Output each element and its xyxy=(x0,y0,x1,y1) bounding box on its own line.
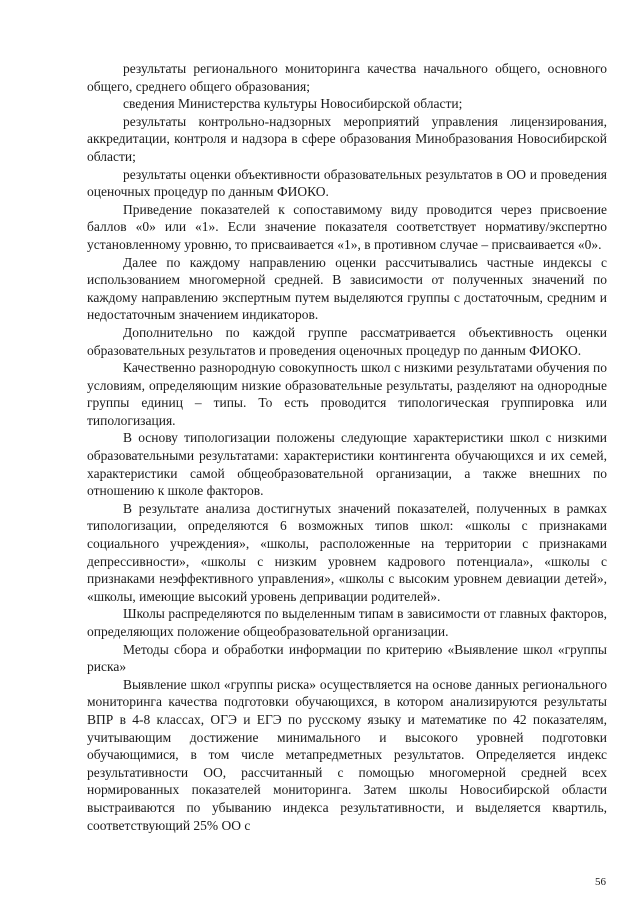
paragraph: сведения Министерства культуры Новосибирской области; xyxy=(123,96,463,112)
paragraph: результаты регионального мониторинга качества начального общего, основного общего, среднего общего образования; xyxy=(87,61,607,94)
paragraph: В результате анализа достигнутых значений показателей, полученных в рамках типологизации, определяются 6 возможных типов школ: «школы с признаками социального учреждения», «школы, расположенные на территории с признаками депрессивности», «школы с низким уровнем кадрового потенциала», «школы с признаками неэффективного управления», «школы с высоким уровнем девиации детей», «школы, имеющие высокий уровень депривации родителей». xyxy=(87,500,607,604)
paragraph: Выявление школ «группы риска» осуществляется на основе данных регионального мониторинга качества подготовки обучающихся, в котором анализируются результаты ВПР в 4-8 классах, ОГЭ и ЕГЭ по русскому языку и математике по 42 показателям, учитывающим достижение минимального и высокого уровней подготовки обучающимися, в том числе метапредметных результатов. Определяется индекс результативности ОО, рассчитанный с помощью многомерной средней всех нормированных показателей мониторинга. Затем школы Новосибирской области выстраиваются по убыванию индекса результативности, и выделяется квартиль, соответствующий 25% ОО с xyxy=(87,676,607,833)
section-heading: Методы сбора и обработки информации по критерию «Выявление школ «группы риска» xyxy=(87,641,607,675)
page-number: 56 xyxy=(595,876,606,888)
paragraph: Качественно разнородную совокупность школ с низкими результатами обучения по условиям, определяющим низкие образовательные результаты, разделяют на однородные группы единиц – типы. То есть проводится типологическая группировка или типологизация. xyxy=(87,360,607,428)
paragraph: Дополнительно по каждой группе рассматривается объективность оценки образовательных результатов и проведения оценочных процедур по данным ФИОКО. xyxy=(87,324,607,358)
paragraph: В основу типологизации положены следующие характеристики школ с низкими образовательными результатами: характеристики контингента обучающихся и их семей, характеристики самой общеобразовательной организации, а также внешних по отношению к школе факторов. xyxy=(87,430,607,499)
paragraph: Далее по каждому направлению оценки рассчитывались частные индексы с использованием многомерной средней. В зависимости от полученных значений по каждому направлению экспертным путем выделяются группы с достаточным, средним и недостаточным значением индикаторов. xyxy=(87,254,607,323)
paragraph: результаты оценки объективности образовательных результатов в ОО и проведения оценочных процедур по данным ФИОКО. xyxy=(87,166,607,200)
paragraph: результаты контрольно-надзорных мероприятий управления лицензирования, аккредитации, контроля и надзора в сфере образования Минобразования Новосибирской области; xyxy=(87,113,607,164)
paragraph: Приведение показателей к сопоставимому виду проводится через присвоение баллов «0» или «1». Если значение показателя соответствует нормативу/экспертно установленному уровню, то присваивается «1», в противном случае – присваивается «0». xyxy=(87,201,607,252)
document-body xyxy=(87,60,607,834)
paragraph: Школы распределяются по выделенным типам в зависимости от главных факторов, определяющих положение общеобразовательной организации. xyxy=(87,606,607,639)
